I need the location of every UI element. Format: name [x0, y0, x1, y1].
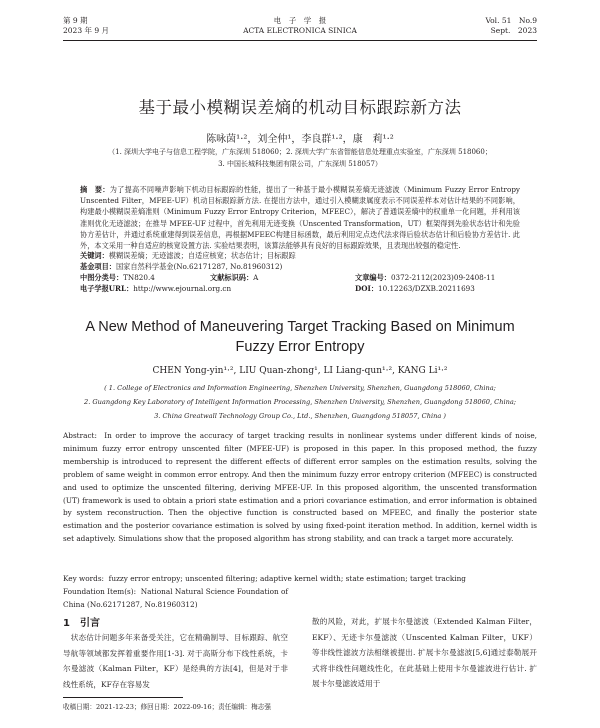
journal-url-value: http://www.ejournal.org.cn: [133, 284, 232, 293]
fund-cn-text: 国家自然科学基金(No.62171287, No.81960312): [115, 262, 283, 271]
keywords-cn: [80, 250, 296, 261]
footnote-rule: [63, 697, 183, 698]
paper-title-en-line-1: A New Method of Maneuvering Target Tracking Based on Minimum: [85, 319, 515, 335]
affiliation-en-3: 3. China Greatwall Technology Group Co., Ltd., Shenzhen, Guangdong 518057, China ): [154, 412, 446, 420]
body-column-left: 状态估计问题多年来备受关注，它在精确制导、目标跟踪、航空导航等领域都发挥着重要作用[1-3]. 对于高斯分布下线性系统，卡尔曼滤波（Kalman Filter，KF）是经典的方法[4]，但是对于非线性系统，KF存在容易发: [63, 633, 288, 689]
body-column-right: 散的风险，对此，扩展卡尔曼滤波（Extended Kalman Filter，EKF）、无迹卡尔曼滤波（Unscented Kalman Filter，UKF）等非线性滤波方法相继被提出. 扩展卡尔曼滤波[5,6]通过泰勒展开式将非线性问题线性化，在此基础上使用卡尔曼滤波进行估计. 扩展卡尔曼滤波适用于: [312, 617, 537, 689]
journal-url: [80, 283, 231, 294]
volume-number: Vol. 51 No.9: [485, 16, 537, 25]
issue-date: 2023 年 9 月: [63, 26, 110, 35]
journal-name-en: ACTA ELECTRONICA SINICA: [243, 26, 357, 35]
running-header-right: [485, 16, 537, 36]
article-number-label: 文章编号：: [355, 273, 391, 282]
authors-cn: 陈咏茵¹·²，刘全仲¹，李良群¹·²，康 莉¹·²: [206, 134, 394, 145]
document-code: [210, 272, 258, 283]
keywords-cn-label: 关键词：: [80, 251, 109, 260]
article-number: [355, 272, 495, 283]
header-rule: [63, 40, 537, 41]
journal-url-label: 电子学报URL：: [80, 284, 134, 293]
abstract-cn-label: 摘 要：: [80, 185, 110, 194]
issue-number: 第 9 期: [63, 16, 88, 25]
keywords-cn-text: 模糊误差熵；无迹滤波；自适应核宽；状态估计；目标跟踪: [108, 251, 296, 260]
document-code-label: 文献标识码：: [210, 273, 254, 282]
paper-title-cn: 基于最小模糊误差熵的机动目标跟踪新方法: [138, 98, 462, 117]
clc-number: [80, 272, 155, 283]
document-code-value: A: [253, 273, 259, 282]
journal-name-cn: 电 子 学 报: [273, 16, 327, 25]
paper-title-en-line-2: Fuzzy Error Entropy: [235, 339, 365, 355]
fund-en-label: Foundation Item(s):: [63, 587, 137, 596]
affiliation-cn-1: （1. 深圳大学电子与信息工程学院，广东深圳 518060；2. 深圳大学广东省智能信息处理重点实验室，广东深圳 518060；: [108, 148, 492, 156]
paper-title-en: [0, 317, 600, 357]
keywords-en-label: Key words:: [63, 574, 105, 583]
abstract-cn-text: 为了提高不同噪声影响下机动目标跟踪的性能，提出了一种基于最小模糊误差熵无迹滤波（Minimum Fuzzy Error Entropy Unscented Filter，MFEE-UF）机动目标跟踪新方法. 在提出方法中，通过引入模糊隶属度表示不同误差样本对估计结果的不同影响，构建最小模糊误差熵准则（Minimum Fuzzy Error Entropy Criterion，MFEEC），解决了普通误差熵中的权重单一化问题，并利用该准则优化无迹滤波；在推导 MFEE-UF 过程中，首先利用无迹变换（Unscented Transformation，UT）框架得到先验状态估计和先验协方差估计，并通过系统重建得到误差信息，再根据MFEEC构建目标函数，最后利用定点迭代法求得后验状态估计和后验协方差估计. 此外，本文采用一种自适应的核宽设置方法. 实验结果表明，该算法能够具有良好的目标跟踪效果，且表现出较强的稳定性.: [80, 185, 520, 251]
fund-cn-label: 基金项目：: [80, 262, 116, 271]
abstract-en: [63, 430, 537, 546]
affiliation-en-1: ( 1. College of Electronics and Information Engineering, Shenzhen University, Shenzhen, Guangdong 518060, China;: [104, 384, 496, 392]
authors-en: CHEN Yong-yin¹·², LIU Quan-zhong¹, LI Liang-qun¹·², KANG Li¹·²: [152, 366, 448, 376]
fund-cn: [80, 261, 282, 272]
volume-date: Sept. 2023: [490, 26, 537, 35]
doi: [355, 283, 475, 294]
section-heading: 1 引言: [63, 618, 100, 629]
abstract-en-text: In order to improve the accuracy of target tracking results in nonlinear systems under different kinds of noise, minimum fuzzy error entropy unscented filter (MFEE-UF) is proposed in this paper. In this proposed method, the fuzzy membership is introduced to represent the different effects of different error samples on the estimation results, solving the problem of same weight in common error entropy. And then the minimum fuzzy error entropy criterion (MFEEC) is constructed and used to optimize the unscented filtering, deriving MFEE-UF. In this proposed algorithm, the unscented transformation (UT) framework is used to obtain a priori state estimation and a priori covariance estimation, and error information is obtained by system reconstruction. Then the objective function is constructed based on MFEEC, and finally the posterior state estimation and the posterior covariance estimation is solved by using fixed-point iteration method. In addition, kernel width is set adaptively. Simulations show that the proposed algorithm has strong stability, and can track a target more accurately.: [63, 431, 537, 544]
abstract-cn: [80, 184, 520, 251]
fund-en-text: National Natural Science Foundation of China (No.62171287, No.81960312): [63, 587, 289, 609]
clc-value: TN820.4: [123, 273, 155, 282]
affiliation-cn-2: 3. 中国长城科技集团有限公司，广东深圳 518057）: [218, 160, 382, 168]
keywords-en: [63, 573, 537, 586]
fund-en: [63, 586, 303, 612]
abstract-en-label: Abstract:: [63, 431, 97, 440]
keywords-en-text: fuzzy error entropy; unscented filtering; adaptive kernel width; state estimation; target tracking: [108, 574, 466, 583]
article-number-value: 0372-2112(2023)09-2408-11: [390, 273, 496, 282]
affiliation-en-2: 2. Guangdong Key Laboratory of Intelligent Information Processing, Shenzhen University, Shenzhen, Guangdong 518060, China;: [84, 398, 516, 406]
footnote-received: 收稿日期：2021-12-23；修回日期：2022-09-16；责任编辑：梅志强: [63, 703, 271, 711]
doi-label: DOI：: [355, 284, 379, 293]
clc-label: 中图分类号：: [80, 273, 124, 282]
doi-value: 10.12263/DZXB.20211693: [378, 284, 475, 293]
